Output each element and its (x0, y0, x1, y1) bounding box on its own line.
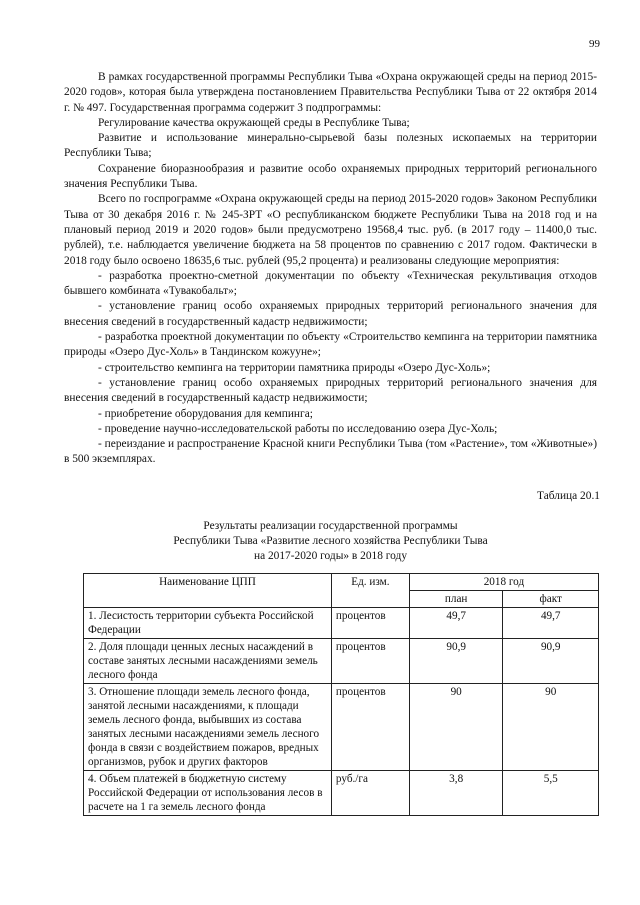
table-title-line: на 2017-2020 годы» в 2018 году (253, 550, 408, 562)
table-title (64, 519, 597, 564)
cell-unit: процентов (331, 684, 409, 771)
paragraph: Всего по госпрограмме «Охрана окружающей среды на период 2015-2020 годов» Законом Республики Тыва от 30 декабря 2016 г. № 245-ЗРТ «О республиканском бюджете Республики Тыва на 2018 год и на плановый период 2019 и 2020 годов» были предусмотрено 19568,4 тыс. руб. (в 2017 году – 11400,0 тыс. рублей), т.е. наблюдается увеличение бюджета на 58 процентов по сравнению с 2017 годом. Фактически в 2018 году было освоено 18635,6 тыс. рублей (95,2 процента) и реализованы следующие мероприятия: (64, 193, 597, 267)
table-row (84, 684, 599, 771)
cell-name: 4. Объем платежей в бюджетную систему Российской Федерации от использования лесов в расчете на 1 га земель лесного фонда (84, 771, 332, 816)
table-row (84, 771, 599, 816)
cell-fact: 90 (503, 684, 599, 771)
list-item: - переиздание и распространение Красной книги Республики Тыва (том «Растение», том «Животные») в 500 экземплярах. (64, 438, 597, 466)
list-item: - разработка проектной документации по объекту «Строительство кемпинга на территории памятника природы «Озеро Дус-Холь» в Тандинском кожууне»; (64, 331, 597, 359)
results-table (83, 573, 599, 816)
table-header-row (84, 574, 599, 591)
cell-name: 2. Доля площади ценных лесных насаждений в составе занятых лесными насаждениями земель лесного фонда (84, 639, 332, 684)
list-item: - установление границ особо охраняемых природных территорий регионального значения для внесения сведений в государственный кадастр недвижимости; (64, 376, 597, 405)
header-unit: Ед. изм. (331, 574, 409, 608)
table-title-line: Результаты реализации государственной программы (203, 520, 458, 532)
paragraph: В рамках государственной программы Республики Тыва «Охрана окружающей среды на период 2015-2020 годов», которая была утверждена постановлением Правительства Республики Тыва от 22 октября 2014 г. № 497. Государственная программа содержит 3 подпрограммы: (64, 71, 597, 114)
list-item: - установление границ особо охраняемых природных территорий регионального значения для внесения сведений в государственный кадастр недвижимости; (64, 300, 597, 328)
header-fact: факт (503, 591, 599, 608)
cell-fact: 5,5 (503, 771, 599, 816)
list-item: - приобретение оборудования для кемпинга; (98, 407, 313, 420)
cell-name: 3. Отношение площади земель лесного фонда, занятой лесными насаждениями, к площади земель лесного фонда, выбывших из состава занятых лесными насаждениями земель лесного фонда в связи с воздействием пожаров, вредных организмов, рубок и других факторов (84, 684, 332, 771)
cell-unit: руб./га (331, 771, 409, 816)
list-item: - разработка проектно-сметной документации по объекту «Техническая рекультивация отходов бывшего комбината «Тувакобальт»; (64, 269, 597, 298)
table-title-line: Республики Тыва «Развитие лесного хозяйства Республики Тыва (173, 535, 488, 547)
paragraph: Регулирование качества окружающей среды в Республике Тыва; (98, 116, 410, 129)
table-label: Таблица 20.1 (537, 490, 600, 502)
cell-fact: 90,9 (503, 639, 599, 684)
cell-plan: 90 (409, 684, 503, 771)
cell-plan: 3,8 (409, 771, 503, 816)
list-item: - проведение научно-исследовательской работы по исследованию озера Дус-Холь; (98, 422, 498, 435)
list-item: - строительство кемпинга на территории памятника природы «Озеро Дус-Холь»; (98, 361, 491, 374)
header-plan: план (409, 591, 503, 608)
cell-name: 1. Лесистость территории субъекта Российской Федерации (84, 608, 332, 639)
header-year: 2018 год (409, 574, 598, 591)
table-row (84, 608, 599, 639)
header-name: Наименование ЦПП (84, 574, 332, 608)
body-text (64, 70, 597, 468)
cell-plan: 90,9 (409, 639, 503, 684)
cell-plan: 49,7 (409, 608, 503, 639)
cell-unit: процентов (331, 608, 409, 639)
table-row (84, 639, 599, 684)
cell-fact: 49,7 (503, 608, 599, 639)
page-number: 99 (589, 38, 600, 50)
paragraph: Сохранение биоразнообразия и развитие особо охраняемых природных территорий регионального значения Республики Тыва. (64, 162, 597, 191)
cell-unit: процентов (331, 639, 409, 684)
paragraph: Развитие и использование минерально-сырьевой базы полезных ископаемых на территории Республики Тыва; (64, 132, 597, 160)
